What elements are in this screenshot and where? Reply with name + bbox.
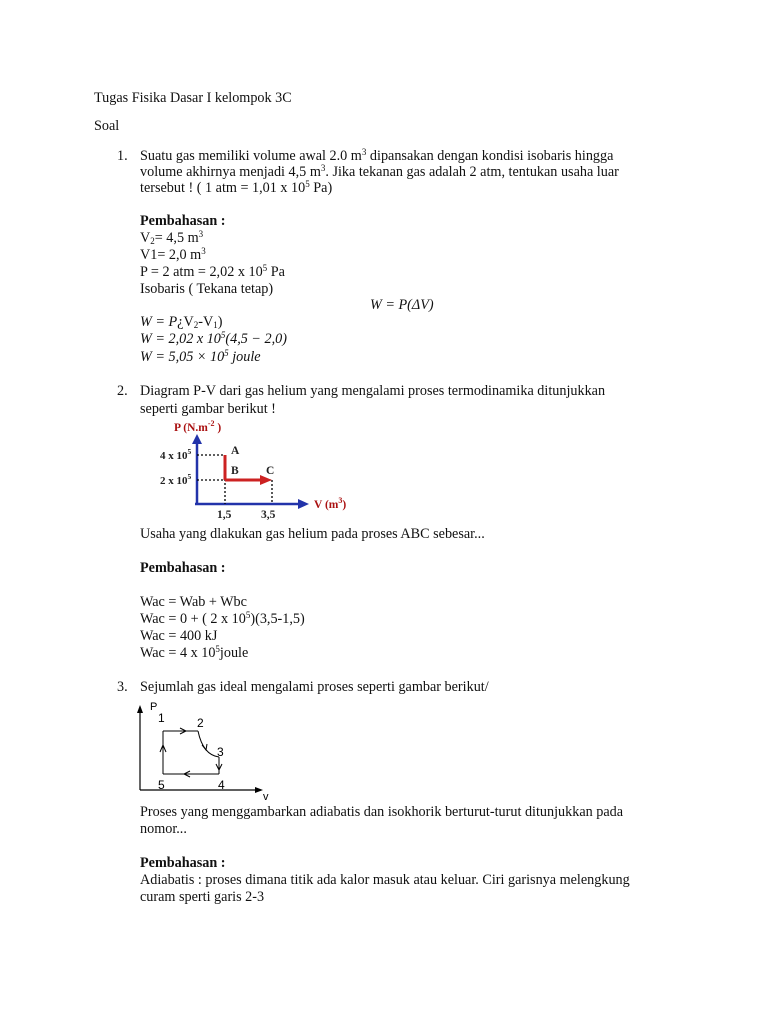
q1-v1: V1= 2,0 $m^3$: [140, 246, 206, 263]
point-b-label: B: [231, 465, 239, 477]
section-heading: Soal: [94, 118, 120, 134]
document-title: Tugas Fisika Dasar I kelompok 3C: [94, 90, 292, 106]
point-1-label: 1: [158, 711, 165, 725]
q3-number: 3.: [117, 679, 128, 695]
q1-line-3: tersebut ! ( 1 atm = 1,01 x $10^5$ Pa): [140, 179, 333, 196]
q1-work-step-1: $W = P¿V_2-V_1$): [140, 314, 223, 330]
q2-line-2: seperti gambar berikut !: [140, 401, 276, 417]
y-tick-2e5: 2 x $10^5$: [160, 472, 192, 487]
q3-answer-line-2: curam sperti garis 2-3: [140, 889, 265, 905]
p-axis-label: P: [150, 701, 158, 713]
point-2-label: 2: [197, 716, 204, 730]
point-c-label: C: [266, 465, 275, 477]
y-tick-4e5: 4 x $10^5$: [160, 447, 192, 462]
q1-formula-center: W = P(ΔV): [370, 297, 434, 313]
q2-number: 2.: [117, 383, 128, 399]
v-axis-label: v: [263, 791, 269, 803]
q1-work-step-2: W = 2,02 x $10^5(4,5 - 2,0)$: [140, 330, 287, 347]
q2-step-4: Wac = 4 x $10^5joule$: [140, 644, 249, 661]
q2-pembahasan-label: Pembahasan :: [140, 560, 226, 576]
q3-question-line-2: nomor...: [140, 821, 187, 837]
x-tick-1-5: 1,5: [217, 509, 232, 521]
q3-answer-line-1: Adiabatis : proses dimana titik ada kalor masuk atau keluar. Ciri garisnya melengkung: [140, 872, 630, 888]
q1-v2: $V_2= 4,5$ $m^3$: [140, 229, 204, 246]
q2-line-1: Diagram P-V dari gas helium yang mengalami proses termodinamika ditunjukkan: [140, 383, 606, 399]
q2-step-3: Wac = 400 kJ: [140, 628, 218, 644]
q1-pressure: P = 2 atm = 2,02 x $10^5$ Pa: [140, 263, 285, 280]
point-5-label: 5: [158, 778, 165, 792]
q1-isobaris: Isobaris ( Tekana tetap): [140, 281, 274, 297]
v-axis-arrowhead: [255, 787, 263, 793]
point-a-label: A: [231, 445, 240, 457]
q2-question: Usaha yang dlakukan gas helium pada proses ABC sebesar...: [140, 526, 485, 542]
q3-pembahasan-label: Pembahasan :: [140, 855, 226, 871]
q1-line-2: volume akhirnya menjadi 4,5 $m^3$. Jika tekanan gas adalah 2 atm, tentukan usaha luar: [140, 163, 619, 180]
point-4-label: 4: [218, 778, 225, 792]
q1-work-step-3: $W = 5,05 \times 10^5$ joule: [140, 348, 261, 365]
point-3-label: 3: [217, 745, 224, 759]
q1-line-1: Suatu gas memiliki volume awal 2.0 $m^3$ dipansakan dengan kondisi isobaris hingga: [140, 147, 614, 164]
q2-step-2: Wac = 0 + ( 2 x $10^5)(3,5-1,5)$: [140, 610, 305, 627]
q1-number: 1.: [117, 148, 128, 164]
q3-line-1: Sejumlah gas ideal mengalami proses seperti gambar berikut/: [140, 679, 489, 695]
q3-question-line-1: Proses yang menggambarkan adiabatis dan isokhorik berturut-turut ditunjukkan pada: [140, 804, 624, 820]
x-tick-3-5: 3,5: [261, 509, 276, 521]
q1-pembahasan-label: Pembahasan :: [140, 213, 226, 229]
p-axis-label: P ($N.m^{-2}$ ): [174, 419, 222, 434]
q2-step-1: Wac = Wab + Wbc: [140, 594, 247, 610]
process-2-to-3: [198, 731, 219, 757]
v-axis-label: V $(m^3)$: [314, 496, 347, 511]
p-axis-arrowhead: [137, 705, 143, 713]
